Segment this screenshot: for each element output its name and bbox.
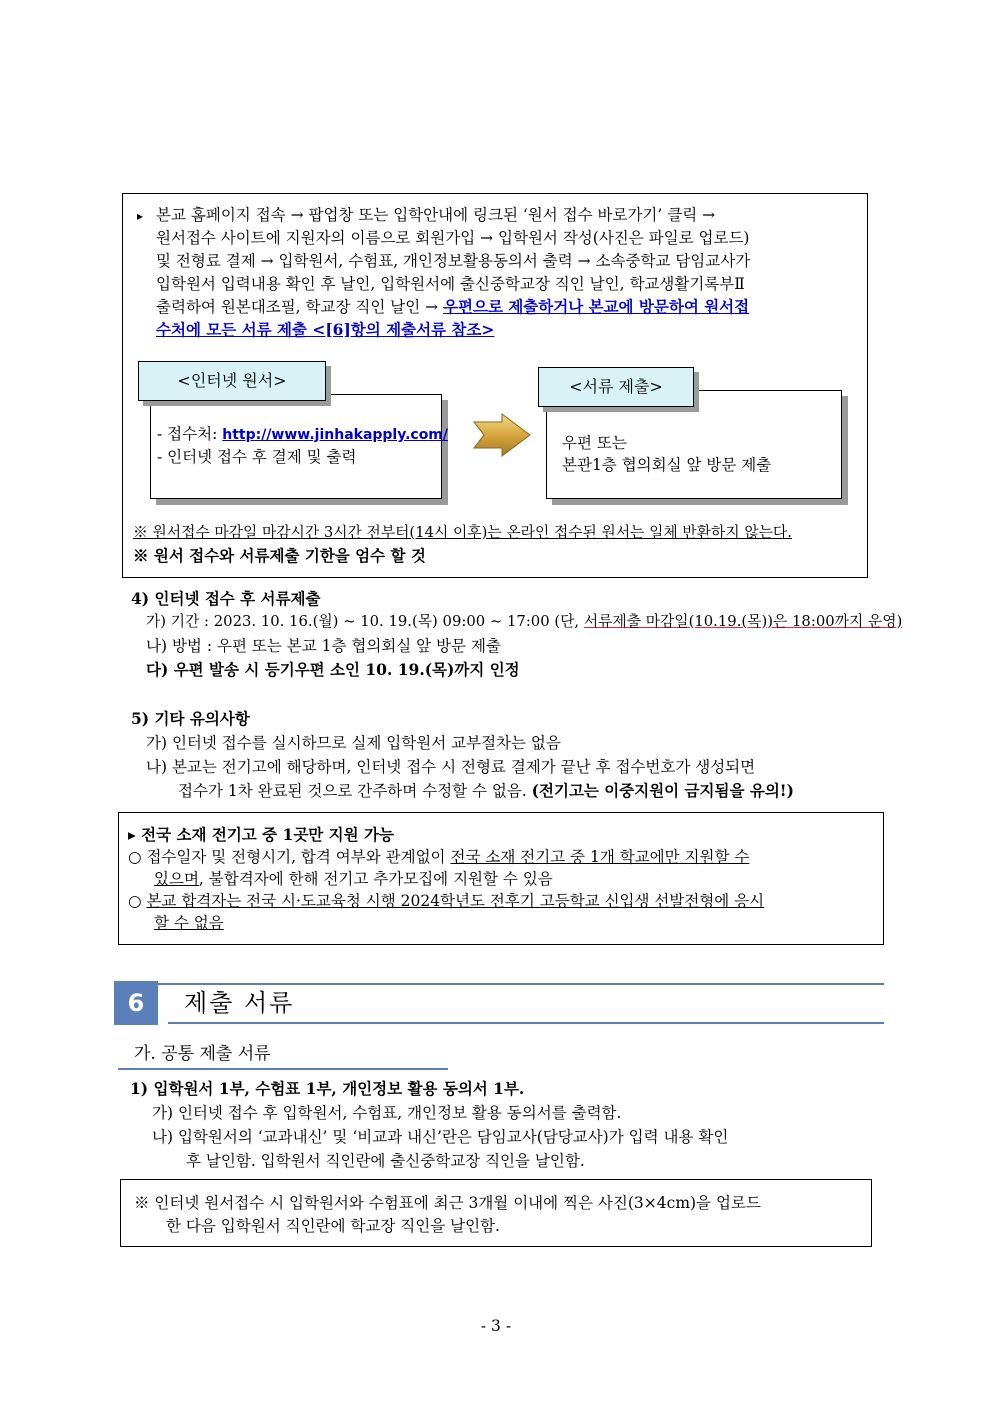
note-deadline: ※ 원서 접수와 서류제출 기한을 엄수 할 것: [133, 546, 426, 565]
docs-line-1: 우편 또는: [562, 434, 627, 452]
sec6-title: 제출 서류: [184, 989, 295, 1017]
bullet-icon: ▸: [137, 209, 144, 223]
sec5-item-b2: 접수가 1차 완료된 것으로 간주하며 수정할 수 없음. (전기고는 이중지원이 금지됨을 유의!): [178, 781, 794, 800]
docs-tag: <서류 제출>: [538, 367, 694, 407]
sec6-sub-rule: [118, 1068, 448, 1070]
procedure-line-2: 원서접수 사이트에 지원자의 이름으로 회원가입 → 입학원서 작성(사진은 파일로 업로드): [156, 229, 750, 247]
right-arrow-icon: [472, 412, 532, 458]
sec6-item-a: 가) 인터넷 접수 후 입학원서, 수험표, 개인정보 활용 동의서를 출력함.: [152, 1104, 622, 1122]
page-number: - 3 -: [480, 1317, 512, 1335]
sec6-subtitle: 가. 공통 제출 서류: [134, 1044, 271, 1064]
box3-title: ▸ 전국 소재 전기고 중 1곳만 지원 가능: [128, 825, 394, 844]
procedure-line-6: [156, 320, 494, 340]
internet-item-2: - 인터넷 접수 후 결제 및 출력: [157, 448, 357, 466]
box4-line-1: ※ 인터넷 원서접수 시 입학원서와 수험표에 최근 3개월 이내에 찍은 사진(3×4cm)을 업로드: [134, 1194, 761, 1212]
procedure-line-1: 본교 홈페이지 접속 → 팝업창 또는 입학안내에 링크된 ‘원서 접수 바로가기’ 클릭 →: [156, 206, 716, 224]
sec6-item1: 1) 입학원서 1부, 수험표 1부, 개인정보 활용 동의서 1부.: [130, 1079, 525, 1098]
box3-item2-cont: 할 수 없음: [154, 914, 224, 932]
sec6-number-badge: 6: [114, 981, 158, 1025]
note-return-policy: ※ 원서접수 마감일 마감시간 3시간 전부터(14시 이후)는 온라인 접수된 원서는 일체 반환하지 않는다.: [133, 524, 792, 541]
box4-line-2: 한 다음 입학원서 직인란에 학교장 직인을 날인함.: [166, 1217, 500, 1235]
procedure-line-4: 입학원서 입력내용 확인 후 날인, 입학원서에 출신중학교장 직인 날인, 학교생활기록부Ⅱ: [156, 275, 745, 293]
submission-emphasis-cont: 수처에 모든 서류 제출 <[6]항의 제출서류 참조>: [156, 320, 495, 339]
procedure-line-3: 및 전형료 결제 → 입학원서, 수험표, 개인정보활용동의서 출력 → 소속중학교 담임교사가: [156, 252, 751, 270]
internet-item-1: - 접수처: http://www.jinhakapply.com/: [157, 425, 449, 443]
sec6-bottom-rule: [168, 1022, 884, 1024]
box3-item1-cont: 있으며, 불합격자에 한해 전기고 추가모집에 지원할 수 있음: [154, 870, 553, 888]
sec4-title: 4) 인터넷 접수 후 서류제출: [131, 589, 321, 608]
box3-item1: ○ 접수일자 및 전형시기, 합격 여부와 관계없이 전국 소재 전기고 중 1개 학교에만 지원할 수: [128, 848, 750, 866]
photo-upload-note-box: [120, 1179, 872, 1247]
submission-emphasis: 우편으로 제출하거나 본교에 방문하여 원서접: [443, 297, 750, 316]
internet-tag: <인터넷 원서>: [138, 361, 326, 401]
sec4-postal: 다) 우편 발송 시 등기우편 소인 10. 19.(목)까지 인정: [146, 660, 520, 679]
sec6-item-b2: 후 날인함. 입학원서 직인란에 출신중학교장 직인을 날인함.: [186, 1152, 585, 1170]
sec6-item-b1: 나) 입학원서의 ‘교과내신’ 및 ‘비교과 내신’란은 담임교사(담당교사)가 입력 내용 확인: [152, 1128, 729, 1146]
sec5-item-b1: 나) 본교는 전기고에 해당하며, 인터넷 접수 시 전형료 결제가 끝난 후 접수번호가 생성되면: [146, 758, 756, 776]
docs-line-2: 본관1층 협의회실 앞 방문 제출: [562, 456, 772, 474]
sec5-title: 5) 기타 유의사항: [131, 709, 250, 728]
sec4-method: 나) 방법 : 우편 또는 본교 1층 협의회실 앞 방문 제출: [146, 637, 501, 655]
box3-item2: ○ 본교 합격자는 전국 시·도교육청 시행 2024학년도 전후기 고등학교 신입생 선발전형에 응시: [128, 892, 765, 910]
sec4-period: 가) 기간 : 2023. 10. 16.(월) ~ 10. 19.(목) 09:00 ~ 17:00 (단, 서류제출 마감일(10.19.(목))은 18:00까지 운영): [146, 613, 903, 630]
jinhak-link[interactable]: http://www.jinhakapply.com/: [222, 427, 449, 443]
procedure-line-5: 출력하여 원본대조필, 학교장 직인 날인 → 우편으로 제출하거나 본교에 방문하여 원서접: [156, 297, 750, 316]
sec6-top-rule: [114, 983, 884, 985]
sec5-item-a: 가) 인터넷 접수를 실시하므로 실제 입학원서 교부절차는 없음: [146, 734, 561, 752]
